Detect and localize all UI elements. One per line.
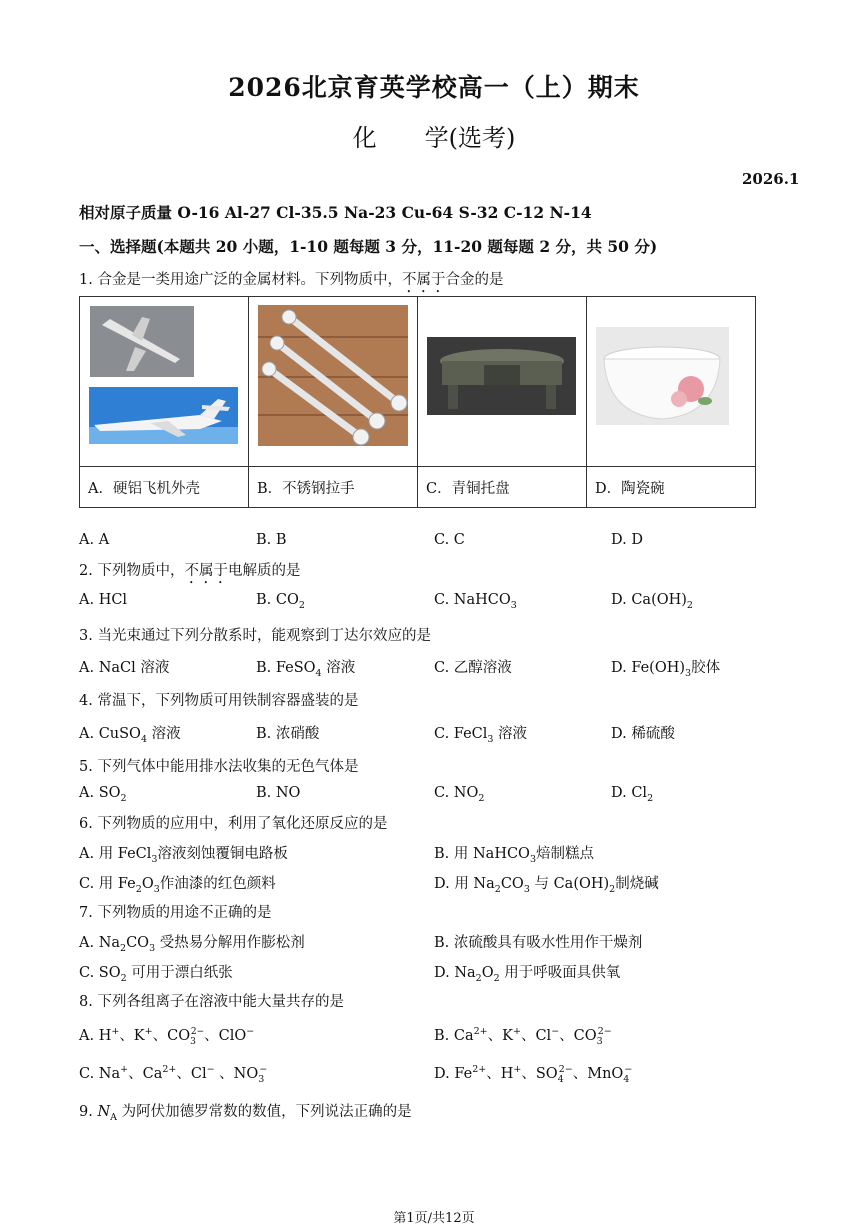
q6-option-a[interactable]: A. 用 FeCl$_3$溶液刻蚀覆铜电路板 [79, 846, 288, 865]
q8-option-a[interactable]: A. H+、K+、$CO_3^{2-}$、ClO− [79, 1026, 255, 1047]
q7-option-b[interactable]: B. 浓硫酸具有吸水性用作干燥剂 [434, 935, 643, 951]
image-cell-a [80, 297, 249, 467]
q7-option-c[interactable]: C. $SO_2$ 可用于漂白纸张 [79, 965, 233, 984]
q3-option-d[interactable]: D. $Fe(OH)_3$胶体 [611, 660, 721, 679]
q7-option-a[interactable]: A. $Na_2CO_3$ 受热易分解用作膨松剂 [79, 935, 305, 954]
q4-option-c[interactable]: C. FeCl$_3$ 溶液 [434, 726, 528, 745]
q4-option-d[interactable]: D. 稀硫酸 [611, 726, 675, 742]
subject-title: 化 学(选考) [352, 124, 516, 152]
porcelain-bowl-image [587, 297, 755, 462]
q5-option-b[interactable]: B. NO [256, 785, 301, 801]
q8-option-b[interactable]: B. $Ca^{2+}$、K+、Cl−、$CO_3^{2-}$ [434, 1026, 612, 1047]
q6-option-b[interactable]: B. 用 NaHCO$_3$焙制糕点 [434, 846, 594, 865]
exam-date: 2026.1 [742, 170, 800, 188]
q6-option-d[interactable]: D. 用 $Na_2CO_3$ 与 $Ca(OH)_2$制烧碱 [434, 876, 659, 895]
q1-option-a[interactable]: A. A [79, 532, 110, 548]
q3-option-c[interactable]: C. 乙醇溶液 [434, 660, 512, 676]
image-cell-d [587, 297, 756, 467]
q2-option-d[interactable]: D. $Ca(OH)_2$ [611, 592, 693, 611]
q1-image-table [79, 296, 756, 508]
q6-option-c[interactable]: C. 用 $Fe_2O_3$作油漆的红色颜料 [79, 876, 276, 895]
q2-option-a[interactable]: A. HCl [79, 592, 128, 608]
question-7-stem: 7. 下列物质的用途不正确的是 [79, 905, 272, 921]
option-label-b: B．不锈钢拉手 [249, 467, 418, 508]
option-label-d: D．陶瓷碗 [587, 467, 756, 508]
question-9-stem: 9. $N_A$ 为阿伏加德罗常数的数值，下列说法正确的是 [79, 1104, 412, 1123]
q8-option-d[interactable]: D. $Fe^{2+}$、H+、$SO_4^{2-}$、MnO$_4$− [434, 1064, 633, 1085]
question-6-stem: 6. 下列物质的应用中，利用了氧化还原反应的是 [79, 816, 388, 832]
question-1-stem: 1. 合金是一类用途广泛的金属材料。下列物质中，不属于合金的是 [79, 272, 504, 288]
q1-option-d[interactable]: D. D [611, 532, 643, 548]
q3-option-b[interactable]: B. FeSO$_4$ 溶液 [256, 660, 356, 679]
airplane-image [80, 297, 248, 462]
section-heading: 一、选择题(本题共 20 小题，1-10 题每题 3 分，11-20 题每题 2 分，共 50 分) [79, 237, 658, 256]
handles-image [249, 297, 417, 462]
question-8-stem: 8. 下列各组离子在溶液中能大量共存的是 [79, 994, 344, 1010]
atomic-masses: 相对原子质量 O-16 Al-27 Cl-35.5 Na-23 Cu-64 S-32 C-12 N-14 [79, 203, 592, 222]
question-5-stem: 5. 下列气体中能用排水法收集的无色气体是 [79, 759, 359, 775]
q4-option-a[interactable]: A. CuSO$_4$ 溶液 [79, 726, 181, 745]
q4-option-b[interactable]: B. 浓硝酸 [256, 726, 320, 742]
image-cell-b [249, 297, 418, 467]
q3-option-a[interactable]: A. NaCl 溶液 [79, 660, 170, 676]
q2-option-c[interactable]: C. NaHCO$_3$ [434, 592, 517, 611]
q2-option-b[interactable]: B. $CO_2$ [256, 592, 305, 611]
bronze-tray-image [418, 297, 586, 462]
q5-option-d[interactable]: D. $Cl_2$ [611, 785, 654, 804]
q7-option-d[interactable]: D. $Na_2O_2$ 用于呼吸面具供氧 [434, 965, 621, 984]
option-label-a: A．硬铝飞机外壳 [80, 467, 249, 508]
question-3-stem: 3. 当光束通过下列分散系时，能观察到丁达尔效应的是 [79, 628, 431, 644]
q8-option-c[interactable]: C. Na+、$Ca^{2+}$、Cl− 、$NO_3^-$ [79, 1064, 268, 1085]
question-2-stem: 2. 下列物质中，不属于电解质的是 [79, 563, 301, 579]
option-label-c: C．青铜托盘 [418, 467, 587, 508]
page-footer: 第1页/共12页 [393, 1211, 475, 1226]
q1-option-c[interactable]: C. C [434, 532, 465, 548]
q5-option-c[interactable]: C. $NO_2$ [434, 785, 485, 804]
q5-option-a[interactable]: A. $SO_2$ [79, 785, 127, 804]
page-title: 2026北京育英学校高一（上）期末 [228, 73, 640, 102]
question-4-stem: 4. 常温下，下列物质可用铁制容器盛装的是 [79, 693, 359, 709]
q1-option-b[interactable]: B. B [256, 532, 287, 548]
image-cell-c [418, 297, 587, 467]
